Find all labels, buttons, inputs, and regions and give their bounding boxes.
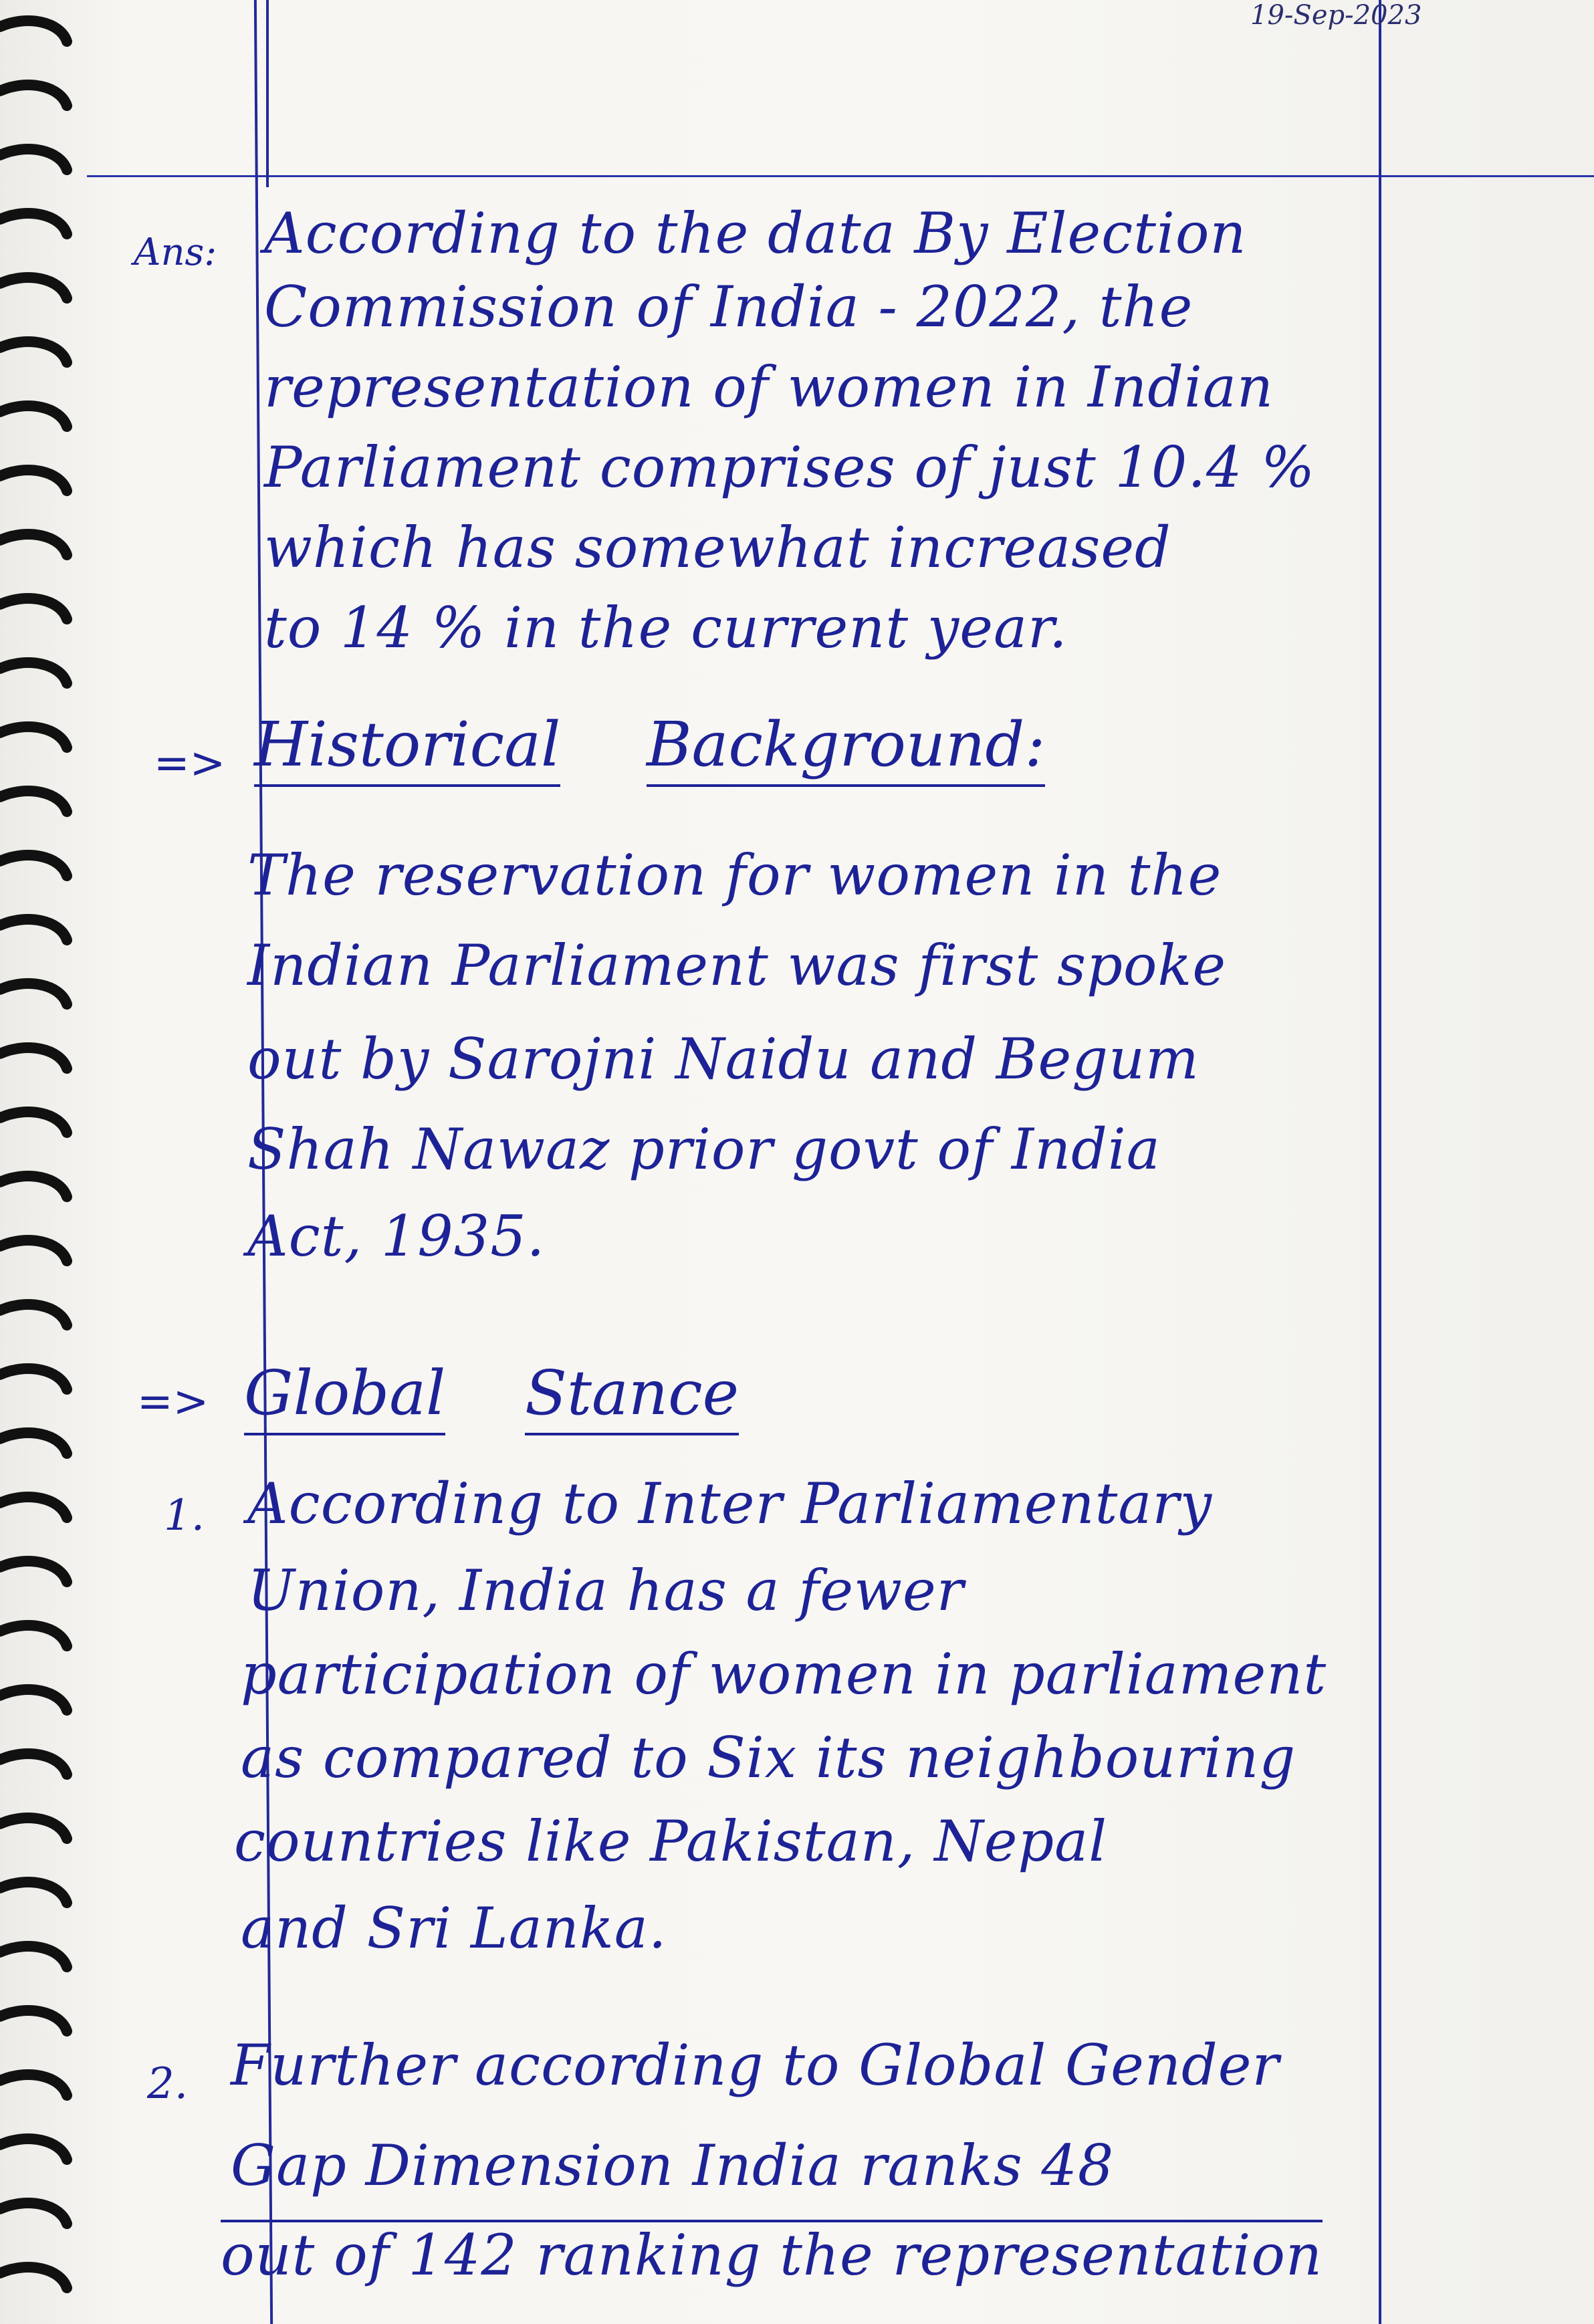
section1-line: out by Sarojni Naidu and Begum xyxy=(247,1026,1200,1092)
section1-line: Indian Parliament was first spoke xyxy=(247,933,1227,998)
section2-heading-part-b: Stance xyxy=(525,1357,739,1435)
item1-line: participation of women in parliament xyxy=(241,1641,1327,1707)
paragraph1-line: According to the data By Election xyxy=(264,201,1247,266)
spiral-binding xyxy=(0,0,87,2324)
spiral-coil xyxy=(0,342,67,362)
spiral-coil xyxy=(0,1946,67,1967)
spiral-coil xyxy=(0,1690,67,1710)
spiral-coil xyxy=(0,2010,67,2031)
spiral-coil xyxy=(0,2203,67,2224)
paragraph1-line: representation of women in Indian xyxy=(264,354,1274,420)
spiral-coil xyxy=(0,2075,67,2095)
paragraph1-line: Commission of India - 2022, the xyxy=(264,274,1193,340)
item1-line: and Sri Lanka. xyxy=(241,1895,667,1961)
section1-line: Shah Nawaz prior govt of India xyxy=(247,1117,1161,1182)
spiral-coil xyxy=(0,727,67,747)
spiral-coil xyxy=(0,2139,67,2160)
paragraph1-line: to 14 % in the current year. xyxy=(264,595,1068,661)
spiral-coil xyxy=(0,213,67,234)
spiral-coil xyxy=(0,791,67,812)
spiral-coil xyxy=(0,21,67,41)
spiral-coil xyxy=(0,1818,67,1839)
answer-label: Ans: xyxy=(134,231,217,274)
spiral-coil xyxy=(0,983,67,1004)
item1-line: as compared to Six its neighbouring xyxy=(241,1725,1296,1790)
item2-line: Further according to Global Gender xyxy=(231,2032,1280,2098)
section1-arrow: => xyxy=(154,739,226,788)
section2-heading xyxy=(244,1357,739,1429)
spiral-coil xyxy=(0,855,67,876)
spiral-coil xyxy=(0,1304,67,1325)
spiral-coil xyxy=(0,277,67,298)
spiral-coil xyxy=(0,85,67,106)
paragraph1-line: which has somewhat increased xyxy=(264,515,1171,580)
spiral-coil xyxy=(0,2267,67,2288)
right-margin-line xyxy=(1379,0,1381,2324)
spiral-coil xyxy=(0,1433,67,1454)
spiral-coil xyxy=(0,1754,67,1774)
section2-heading-part-a: Global xyxy=(244,1357,445,1435)
spiral-coil xyxy=(0,1882,67,1903)
section1-heading-part-b: Background: xyxy=(647,709,1045,787)
spiral-coil xyxy=(0,663,67,683)
spiral-coil xyxy=(0,470,67,491)
spiral-coil xyxy=(0,1112,67,1133)
spiral-coil xyxy=(0,1625,67,1646)
item2-line: Gap Dimension India ranks 48 xyxy=(231,2133,1115,2198)
spiral-coil xyxy=(0,406,67,427)
spiral-coil xyxy=(0,1369,67,1389)
section2-arrow: => xyxy=(137,1377,209,1427)
spiral-coil xyxy=(0,534,67,555)
item2-line: out of 142 ranking the representation xyxy=(221,2220,1323,2288)
left-margin-line-top xyxy=(266,0,269,187)
spiral-coil xyxy=(0,1561,67,1582)
spiral-coil xyxy=(0,598,67,619)
item1-line: Union, India has a fewer xyxy=(247,1558,964,1623)
section1-heading-part-a: Historical xyxy=(254,709,560,787)
spiral-coil xyxy=(0,149,67,170)
header-rule xyxy=(87,175,1594,177)
section1-line: Act, 1935. xyxy=(247,1203,546,1269)
section1-heading xyxy=(254,709,1045,780)
spiral-coil xyxy=(0,1176,67,1197)
item2-number: 2. xyxy=(147,2059,189,2109)
spiral-coil xyxy=(0,1048,67,1068)
paragraph1-line: Parliament comprises of just 10.4 % xyxy=(264,435,1316,500)
item1-number: 1. xyxy=(164,1491,205,1540)
item1-line: According to Inter Parliamentary xyxy=(247,1471,1213,1536)
spiral-coil xyxy=(0,919,67,940)
spiral-coil xyxy=(0,1240,67,1261)
date-label: 19-Sep-2023 xyxy=(1250,0,1422,31)
item1-line: countries like Pakistan, Nepal xyxy=(234,1809,1108,1874)
section1-line: The reservation for women in the xyxy=(247,842,1222,908)
spiral-coil xyxy=(0,1497,67,1518)
